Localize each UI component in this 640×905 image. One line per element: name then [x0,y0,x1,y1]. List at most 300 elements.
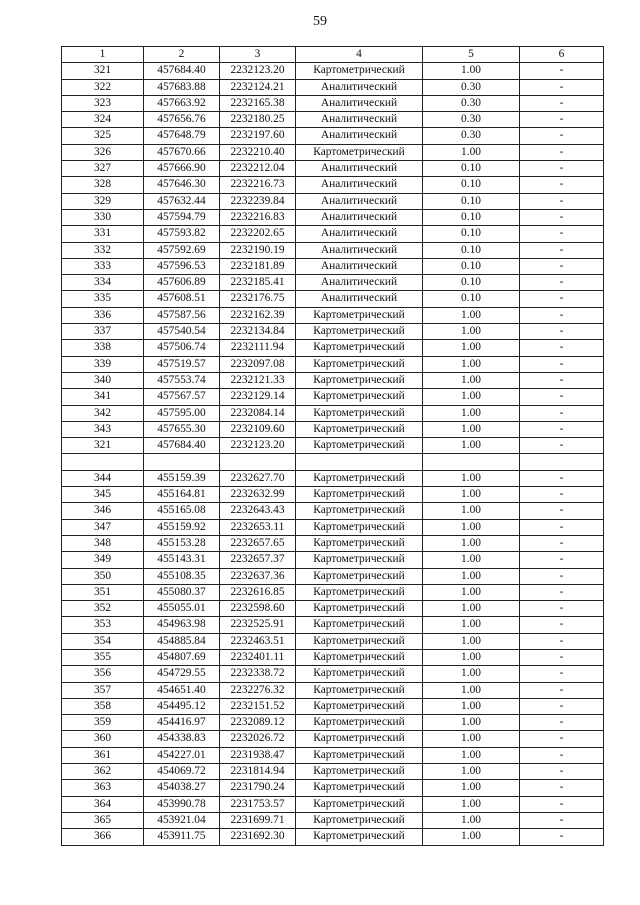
accuracy-cell: 0.10 [423,275,520,291]
table-row [62,340,604,356]
table-row [62,63,604,79]
y-coordinate-cell: 2232124.21 [220,79,296,95]
note-cell: - [520,291,604,307]
method-cell: Картометрический [296,372,423,388]
table-row [62,421,604,437]
table-row [62,698,604,714]
x-coordinate-cell: 455143.31 [144,552,220,568]
note-cell: - [520,144,604,160]
point-number-cell: 342 [62,405,144,421]
y-coordinate-cell: 2232129.14 [220,389,296,405]
note-cell: - [520,95,604,111]
table-row [62,568,604,584]
y-coordinate-cell: 2232212.04 [220,161,296,177]
accuracy-cell: 0.10 [423,177,520,193]
accuracy-cell [423,454,520,470]
accuracy-cell: 0.10 [423,226,520,242]
method-cell: Картометрический [296,829,423,845]
note-cell: - [520,682,604,698]
y-coordinate-cell: 2232338.72 [220,666,296,682]
table-row [62,291,604,307]
table-row [62,682,604,698]
table-row [62,324,604,340]
point-number-cell: 321 [62,438,144,454]
point-number-cell: 338 [62,340,144,356]
note-cell: - [520,780,604,796]
accuracy-cell: 1.00 [423,519,520,535]
note-cell: - [520,503,604,519]
y-coordinate-cell: 2232525.91 [220,617,296,633]
x-coordinate-cell: 455165.08 [144,503,220,519]
header-row [62,47,604,63]
table-row [62,747,604,763]
table-row [62,731,604,747]
point-number-cell: 331 [62,226,144,242]
point-number-cell: 362 [62,764,144,780]
note-cell: - [520,633,604,649]
accuracy-cell: 1.00 [423,307,520,323]
y-coordinate-cell: 2232185.41 [220,275,296,291]
accuracy-cell: 1.00 [423,829,520,845]
coordinates-table [61,46,604,846]
accuracy-cell: 1.00 [423,780,520,796]
note-cell: - [520,715,604,731]
accuracy-cell: 1.00 [423,63,520,79]
point-number-cell: 323 [62,95,144,111]
y-coordinate-cell: 2231753.57 [220,796,296,812]
x-coordinate-cell: 455108.35 [144,568,220,584]
x-coordinate-cell: 457592.69 [144,242,220,258]
table-row [62,617,604,633]
method-cell: Аналитический [296,226,423,242]
column-header: 3 [220,47,296,63]
point-number-cell: 361 [62,747,144,763]
y-coordinate-cell: 2232210.40 [220,144,296,160]
y-coordinate-cell: 2232643.43 [220,503,296,519]
table-row [62,258,604,274]
x-coordinate-cell: 454038.27 [144,780,220,796]
x-coordinate-cell: 457666.90 [144,161,220,177]
table-body [62,63,604,845]
note-cell: - [520,177,604,193]
method-cell: Картометрический [296,633,423,649]
note-cell: - [520,324,604,340]
method-cell: Картометрический [296,63,423,79]
accuracy-cell: 1.00 [423,487,520,503]
x-coordinate-cell: 457506.74 [144,340,220,356]
point-number-cell: 334 [62,275,144,291]
table-row [62,470,604,486]
point-number-cell: 330 [62,209,144,225]
method-cell: Картометрический [296,552,423,568]
note-cell: - [520,209,604,225]
point-number-cell: 345 [62,487,144,503]
accuracy-cell: 1.00 [423,372,520,388]
method-cell: Аналитический [296,258,423,274]
table-row [62,666,604,682]
method-cell: Картометрический [296,356,423,372]
x-coordinate-cell: 457683.88 [144,79,220,95]
y-coordinate-cell: 2232089.12 [220,715,296,731]
x-coordinate-cell: 457684.40 [144,438,220,454]
method-cell: Картометрический [296,438,423,454]
y-coordinate-cell: 2232180.25 [220,112,296,128]
y-coordinate-cell: 2232653.11 [220,519,296,535]
point-number-cell: 350 [62,568,144,584]
method-cell: Картометрический [296,649,423,665]
y-coordinate-cell: 2231814.94 [220,764,296,780]
accuracy-cell: 1.00 [423,715,520,731]
x-coordinate-cell: 454651.40 [144,682,220,698]
note-cell: - [520,128,604,144]
note-cell: - [520,193,604,209]
note-cell: - [520,242,604,258]
column-header: 5 [423,47,520,63]
accuracy-cell: 1.00 [423,649,520,665]
method-cell: Картометрический [296,568,423,584]
column-header: 1 [62,47,144,63]
x-coordinate-cell: 454963.98 [144,617,220,633]
y-coordinate-cell: 2232276.32 [220,682,296,698]
point-number-cell: 357 [62,682,144,698]
x-coordinate-cell: 455159.39 [144,470,220,486]
x-coordinate-cell: 457648.79 [144,128,220,144]
point-number-cell: 322 [62,79,144,95]
method-cell: Картометрический [296,666,423,682]
method-cell: Картометрический [296,535,423,551]
accuracy-cell: 1.00 [423,568,520,584]
y-coordinate-cell: 2232097.08 [220,356,296,372]
x-coordinate-cell: 457593.82 [144,226,220,242]
point-number-cell: 346 [62,503,144,519]
method-cell: Картометрический [296,601,423,617]
note-cell: - [520,666,604,682]
y-coordinate-cell: 2232463.51 [220,633,296,649]
method-cell: Картометрический [296,698,423,714]
y-coordinate-cell: 2232637.36 [220,568,296,584]
x-coordinate-cell: 454069.72 [144,764,220,780]
method-cell: Картометрический [296,389,423,405]
note-cell [520,454,604,470]
point-number-cell: 366 [62,829,144,845]
method-cell: Картометрический [296,584,423,600]
table-row [62,487,604,503]
accuracy-cell: 1.00 [423,731,520,747]
method-cell: Картометрический [296,503,423,519]
x-coordinate-cell: 457670.66 [144,144,220,160]
accuracy-cell: 1.00 [423,405,520,421]
column-header: 2 [144,47,220,63]
x-coordinate-cell: 457663.92 [144,95,220,111]
accuracy-cell: 1.00 [423,503,520,519]
accuracy-cell: 1.00 [423,633,520,649]
note-cell: - [520,112,604,128]
note-cell: - [520,372,604,388]
accuracy-cell: 1.00 [423,535,520,551]
note-cell: - [520,340,604,356]
note-cell: - [520,698,604,714]
accuracy-cell: 1.00 [423,682,520,698]
accuracy-cell: 1.00 [423,698,520,714]
note-cell: - [520,584,604,600]
x-coordinate-cell [144,454,220,470]
note-cell: - [520,552,604,568]
note-cell: - [520,601,604,617]
method-cell: Аналитический [296,177,423,193]
method-cell: Аналитический [296,79,423,95]
y-coordinate-cell: 2232111.94 [220,340,296,356]
table-row [62,193,604,209]
method-cell: Картометрический [296,405,423,421]
y-coordinate-cell: 2232176.75 [220,291,296,307]
y-coordinate-cell: 2232216.73 [220,177,296,193]
y-coordinate-cell: 2232632.99 [220,487,296,503]
accuracy-cell: 0.10 [423,209,520,225]
y-coordinate-cell: 2232109.60 [220,421,296,437]
x-coordinate-cell: 454227.01 [144,747,220,763]
point-number-cell: 348 [62,535,144,551]
table-row [62,780,604,796]
accuracy-cell: 0.10 [423,258,520,274]
table-row [62,144,604,160]
point-number-cell: 333 [62,258,144,274]
y-coordinate-cell: 2231692.30 [220,829,296,845]
table-row [62,633,604,649]
table-row [62,128,604,144]
x-coordinate-cell: 455159.92 [144,519,220,535]
accuracy-cell: 1.00 [423,438,520,454]
accuracy-cell: 1.00 [423,617,520,633]
y-coordinate-cell: 2232026.72 [220,731,296,747]
table-row [62,503,604,519]
method-cell: Картометрический [296,682,423,698]
x-coordinate-cell: 454495.12 [144,698,220,714]
point-number-cell: 332 [62,242,144,258]
point-number-cell: 344 [62,470,144,486]
note-cell: - [520,258,604,274]
point-number-cell: 363 [62,780,144,796]
method-cell: Аналитический [296,291,423,307]
table-row [62,584,604,600]
y-coordinate-cell: 2232598.60 [220,601,296,617]
note-cell: - [520,747,604,763]
point-number-cell: 356 [62,666,144,682]
note-cell: - [520,405,604,421]
y-coordinate-cell: 2232197.60 [220,128,296,144]
y-coordinate-cell: 2232616.85 [220,584,296,600]
note-cell: - [520,812,604,828]
table-row [62,226,604,242]
y-coordinate-cell: 2232202.65 [220,226,296,242]
method-cell: Картометрический [296,731,423,747]
x-coordinate-cell: 457596.53 [144,258,220,274]
point-number-cell: 336 [62,307,144,323]
point-number-cell: 337 [62,324,144,340]
y-coordinate-cell: 2232084.14 [220,405,296,421]
x-coordinate-cell: 455164.81 [144,487,220,503]
method-cell: Картометрический [296,307,423,323]
note-cell: - [520,161,604,177]
table-row [62,454,604,470]
y-coordinate-cell: 2232657.65 [220,535,296,551]
note-cell: - [520,649,604,665]
accuracy-cell: 1.00 [423,796,520,812]
point-number-cell: 339 [62,356,144,372]
table-row [62,242,604,258]
table-row [62,356,604,372]
x-coordinate-cell: 454416.97 [144,715,220,731]
table-row [62,649,604,665]
method-cell: Картометрический [296,617,423,633]
point-number-cell: 327 [62,161,144,177]
x-coordinate-cell: 457519.57 [144,356,220,372]
table-row [62,829,604,845]
note-cell: - [520,487,604,503]
note-cell: - [520,796,604,812]
y-coordinate-cell: 2232216.83 [220,209,296,225]
accuracy-cell: 0.10 [423,291,520,307]
point-number-cell: 340 [62,372,144,388]
method-cell: Картометрический [296,715,423,731]
y-coordinate-cell: 2232121.33 [220,372,296,388]
method-cell: Картометрический [296,796,423,812]
method-cell: Аналитический [296,242,423,258]
table-row [62,438,604,454]
x-coordinate-cell: 453921.04 [144,812,220,828]
table-row [62,796,604,812]
accuracy-cell: 1.00 [423,666,520,682]
accuracy-cell: 0.30 [423,95,520,111]
accuracy-cell: 0.10 [423,242,520,258]
accuracy-cell: 1.00 [423,552,520,568]
method-cell: Картометрический [296,519,423,535]
note-cell: - [520,829,604,845]
note-cell: - [520,307,604,323]
accuracy-cell: 1.00 [423,764,520,780]
note-cell: - [520,421,604,437]
point-number-cell: 341 [62,389,144,405]
table-row [62,389,604,405]
method-cell: Аналитический [296,193,423,209]
y-coordinate-cell: 2232627.70 [220,470,296,486]
accuracy-cell: 1.00 [423,470,520,486]
accuracy-cell: 0.30 [423,79,520,95]
accuracy-cell: 1.00 [423,324,520,340]
note-cell: - [520,535,604,551]
y-coordinate-cell: 2232165.38 [220,95,296,111]
accuracy-cell: 0.30 [423,112,520,128]
table-row [62,161,604,177]
method-cell [296,454,423,470]
point-number-cell [62,454,144,470]
x-coordinate-cell: 457646.30 [144,177,220,193]
y-coordinate-cell: 2232401.11 [220,649,296,665]
method-cell: Картометрический [296,470,423,486]
column-header: 4 [296,47,423,63]
accuracy-cell: 1.00 [423,584,520,600]
y-coordinate-cell: 2231790.24 [220,780,296,796]
x-coordinate-cell: 457595.00 [144,405,220,421]
y-coordinate-cell: 2232134.84 [220,324,296,340]
point-number-cell: 353 [62,617,144,633]
point-number-cell: 352 [62,601,144,617]
method-cell: Аналитический [296,161,423,177]
note-cell: - [520,764,604,780]
y-coordinate-cell: 2232190.19 [220,242,296,258]
x-coordinate-cell: 457606.89 [144,275,220,291]
point-number-cell: 354 [62,633,144,649]
x-coordinate-cell: 457594.79 [144,209,220,225]
y-coordinate-cell: 2232123.20 [220,63,296,79]
method-cell: Картометрический [296,764,423,780]
point-number-cell: 355 [62,649,144,665]
x-coordinate-cell: 457655.30 [144,421,220,437]
table-row [62,275,604,291]
y-coordinate-cell: 2232181.89 [220,258,296,274]
column-header: 6 [520,47,604,63]
table-row [62,535,604,551]
point-number-cell: 325 [62,128,144,144]
table-row [62,764,604,780]
y-coordinate-cell: 2232162.39 [220,307,296,323]
method-cell: Аналитический [296,112,423,128]
note-cell: - [520,470,604,486]
note-cell: - [520,356,604,372]
x-coordinate-cell: 457632.44 [144,193,220,209]
point-number-cell: 347 [62,519,144,535]
x-coordinate-cell: 457656.76 [144,112,220,128]
accuracy-cell: 0.10 [423,161,520,177]
y-coordinate-cell: 2231699.71 [220,812,296,828]
accuracy-cell: 0.30 [423,128,520,144]
x-coordinate-cell: 453990.78 [144,796,220,812]
method-cell: Аналитический [296,209,423,225]
method-cell: Аналитический [296,95,423,111]
method-cell: Аналитический [296,275,423,291]
method-cell: Картометрический [296,812,423,828]
point-number-cell: 351 [62,584,144,600]
point-number-cell: 359 [62,715,144,731]
table-row [62,307,604,323]
table-row [62,715,604,731]
accuracy-cell: 1.00 [423,601,520,617]
page-number: 59 [313,14,327,29]
method-cell: Аналитический [296,128,423,144]
table-row [62,519,604,535]
x-coordinate-cell: 454338.83 [144,731,220,747]
note-cell: - [520,617,604,633]
note-cell: - [520,79,604,95]
x-coordinate-cell: 455055.01 [144,601,220,617]
x-coordinate-cell: 457608.51 [144,291,220,307]
y-coordinate-cell [220,454,296,470]
x-coordinate-cell: 457684.40 [144,63,220,79]
y-coordinate-cell: 2232151.52 [220,698,296,714]
table-row [62,372,604,388]
x-coordinate-cell: 457587.56 [144,307,220,323]
x-coordinate-cell: 457567.57 [144,389,220,405]
note-cell: - [520,389,604,405]
table-row [62,209,604,225]
point-number-cell: 335 [62,291,144,307]
table-row [62,601,604,617]
accuracy-cell: 1.00 [423,389,520,405]
accuracy-cell: 1.00 [423,421,520,437]
point-number-cell: 364 [62,796,144,812]
accuracy-cell: 1.00 [423,144,520,160]
note-cell: - [520,568,604,584]
point-number-cell: 343 [62,421,144,437]
